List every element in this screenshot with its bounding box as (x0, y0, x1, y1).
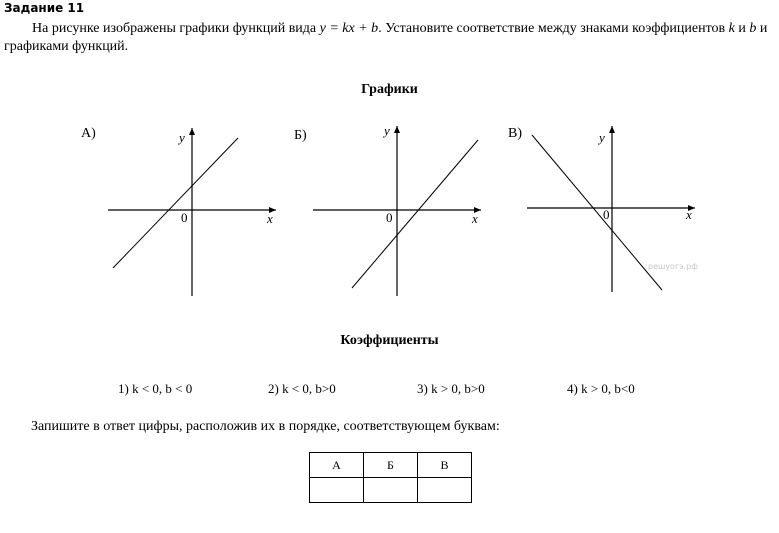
graph-letter-v: В) (508, 126, 522, 141)
graph-b (313, 123, 481, 296)
answer-header-b: Б (364, 453, 418, 478)
graph-v-function-line (532, 135, 662, 290)
graph-b-origin-label: 0 (386, 210, 393, 225)
graph-v-y-label: y (599, 130, 605, 145)
statement-and: и (734, 21, 750, 36)
graph-letter-b: Б) (294, 128, 307, 143)
coefficient-option-2: 2) k < 0, b>0 (268, 381, 336, 396)
graph-a-origin-label: 0 (181, 210, 188, 225)
answer-cell-a[interactable] (310, 478, 364, 503)
graph-b-y-label: y (384, 123, 390, 138)
formula: y = kx + b (319, 21, 379, 36)
coefficients-section-title: Коэффициенты (340, 333, 439, 348)
answer-header-v: В (418, 453, 472, 478)
answer-header-a: А (310, 453, 364, 478)
site-watermark: решуогэ.рф (648, 262, 699, 271)
coefficient-option-3: 3) k > 0, b>0 (417, 381, 485, 396)
graph-a-x-label: x (267, 211, 273, 226)
answer-cell-b[interactable] (364, 478, 418, 503)
statement-part-3: и графиками функций. (4, 21, 768, 54)
task-title: Задание 11 (4, 1, 85, 15)
graph-v-origin-label: 0 (603, 207, 610, 222)
graph-v-x-label: x (686, 207, 692, 222)
coefficient-option-1: 1) k < 0, b < 0 (118, 381, 193, 396)
answer-cell-v[interactable] (418, 478, 472, 503)
var-b: b (749, 21, 757, 36)
graph-a-function-line (113, 138, 238, 268)
var-k: k (728, 21, 735, 36)
graph-a (108, 128, 276, 296)
answer-table-input-row (310, 478, 472, 503)
graph-letter-a: А) (81, 126, 96, 141)
coefficient-option-4: 4) k > 0, b<0 (567, 381, 635, 396)
graph-a-y-label: y (179, 130, 185, 145)
statement-part-1: На рисунке изображены графики функций вида (32, 21, 320, 36)
statement-part-2: . Установите соответствие между знаками коэффициентов (378, 21, 729, 36)
graph-b-function-line (352, 140, 478, 288)
answer-table-header-row (310, 453, 472, 478)
answer-table (309, 452, 472, 503)
answer-instruction: Запишите в ответ цифры, расположив их в порядке, соответствующем буквам: (31, 419, 500, 434)
graph-b-x-label: x (472, 211, 478, 226)
graphs-section-title: Графики (361, 82, 418, 97)
